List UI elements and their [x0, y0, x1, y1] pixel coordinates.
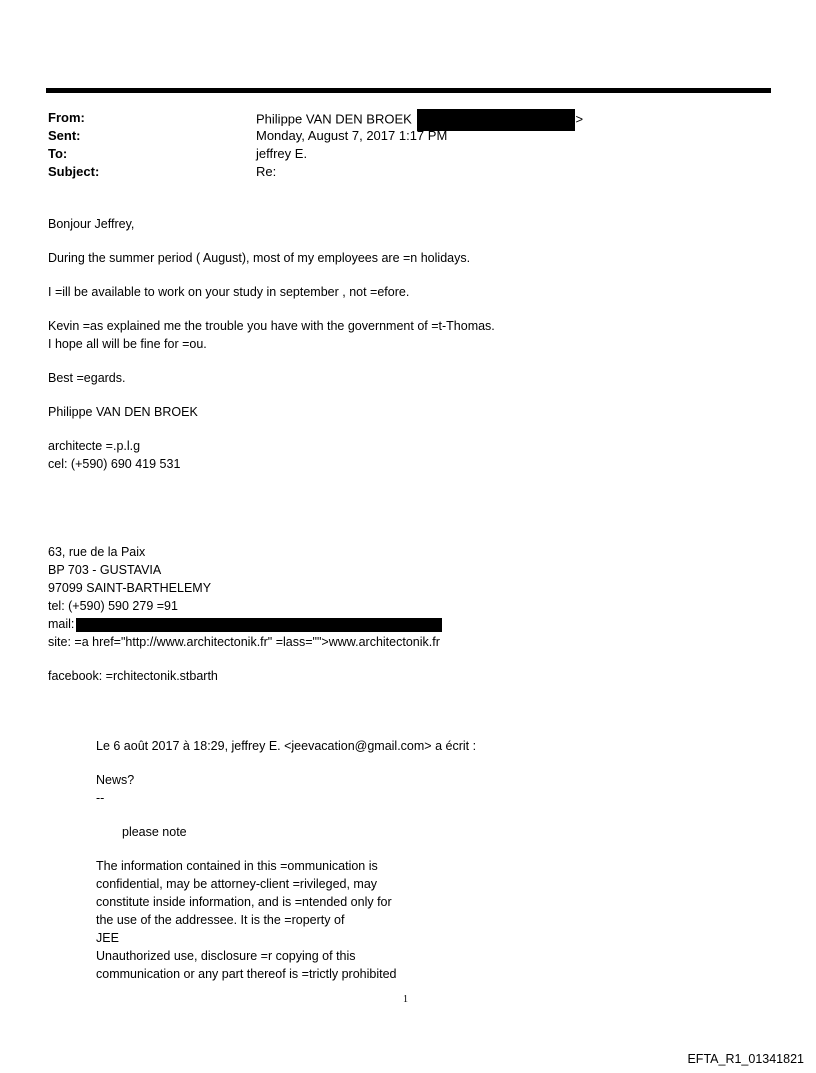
signature-site: site: =a href="http://www.architectonik.fr" =lass="">www.architectonik.fr [48, 635, 440, 649]
from-row [48, 109, 583, 127]
from-name: Philippe VAN DEN BROEK [256, 111, 412, 127]
paragraph: During the summer period ( August), most of my employees are =n holidays. [48, 251, 471, 265]
disclaimer-line: constitute inside information, and is =ntended only for [96, 895, 392, 909]
address-line: 97099 SAINT-BARTHELEMY [48, 581, 212, 595]
subject-row [48, 163, 583, 181]
disclaimer-line: Unauthorized use, disclosure =r copying of this [96, 949, 356, 963]
address-line: 63, rue de la Paix [48, 545, 146, 559]
please-note: please note [122, 825, 187, 839]
closing: Best =egards. [48, 371, 126, 385]
disclaimer-line: the use of the addressee. It is the =roperty of [96, 913, 345, 927]
paragraph: I =ill be available to work on your study in september , not =efore. [48, 285, 410, 299]
email-header [48, 109, 583, 181]
disclaimer-line: JEE [96, 931, 119, 945]
from-label: From: [48, 110, 85, 125]
to-row [48, 145, 583, 163]
signature-facebook: facebook: =rchitectonik.stbarth [48, 669, 218, 683]
signature-title: architecte =.p.l.g [48, 439, 141, 453]
disclaimer-line: The information contained in this =ommunication is [96, 859, 378, 873]
disclaimer-line: communication or any part thereof is =trictly prohibited [96, 967, 397, 981]
address-line: BP 703 - GUSTAVIA [48, 563, 162, 577]
page-number: 1 [403, 994, 408, 1005]
bates-stamp: EFTA_R1_01341821 [687, 1052, 804, 1066]
to-label: To: [48, 146, 68, 161]
sent-value: Monday, August 7, 2017 1:17 PM [256, 128, 448, 143]
subject-label: Subject: [48, 164, 100, 179]
email-body [48, 215, 748, 685]
signature-cel: cel: (+590) 690 419 531 [48, 457, 181, 471]
to-value: jeffrey E. [256, 146, 308, 161]
paragraph: I hope all will be fine for =ou. [48, 337, 207, 351]
quote-news: News? [96, 773, 135, 787]
signature-name: Philippe VAN DEN BROEK [48, 405, 198, 419]
quoted-message [96, 737, 496, 983]
signature-mail [48, 615, 748, 633]
subject-value: Re: [256, 164, 277, 179]
quote-intro: Le 6 août 2017 à 18:29, jeffrey E. <jeevacation@gmail.com> a écrit : [96, 739, 477, 753]
greeting: Bonjour Jeffrey, [48, 217, 135, 231]
from-tail: > [575, 111, 584, 127]
paragraph: Kevin =as explained me the trouble you have with the government of =t-Thomas. [48, 319, 495, 333]
redaction-block [76, 618, 442, 632]
mail-label: mail: [48, 617, 75, 631]
header-rule [46, 88, 771, 93]
from-value [256, 109, 583, 127]
quote-dashes: -- [96, 791, 105, 805]
sent-label: Sent: [48, 128, 81, 143]
disclaimer-line: confidential, may be attorney-client =rivileged, may [96, 877, 378, 891]
signature-tel: tel: (+590) 590 279 =91 [48, 599, 178, 613]
